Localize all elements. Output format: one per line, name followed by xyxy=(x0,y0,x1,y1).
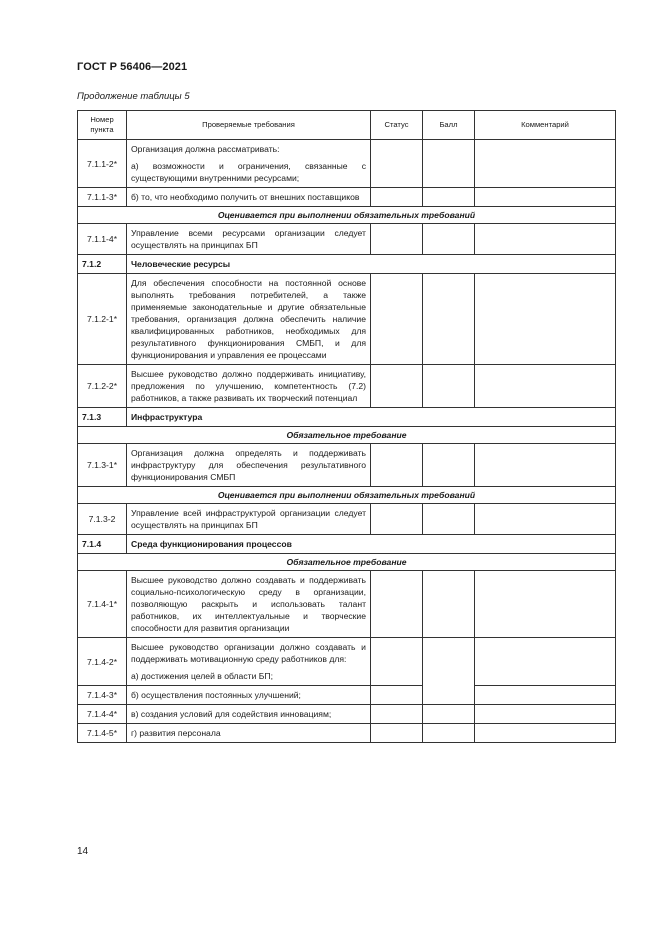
row-requirement: б) осуществления постоянных улучшений; xyxy=(127,686,371,705)
table-continuation-caption: Продолжение таблицы 5 xyxy=(77,91,190,102)
row-number: 7.1.1-4* xyxy=(78,224,127,255)
header-score: Балл xyxy=(423,111,475,140)
note-row xyxy=(78,427,616,444)
section-number: 7.1.2 xyxy=(78,255,127,274)
score-cell[interactable] xyxy=(423,571,475,638)
row-requirement: Высшее руководство должно поддерживать инициативу, предложения по улучшению, компетентность (7.2) работников, а также развивать их творческий потенциал xyxy=(127,365,371,408)
score-cell[interactable] xyxy=(423,444,475,487)
score-cell[interactable] xyxy=(423,504,475,535)
score-cell[interactable] xyxy=(423,365,475,408)
status-cell[interactable] xyxy=(371,686,423,705)
section-row xyxy=(78,255,616,274)
table-row xyxy=(78,274,616,365)
comment-cell[interactable] xyxy=(475,705,616,724)
row-requirement xyxy=(127,638,371,686)
status-cell[interactable] xyxy=(371,188,423,207)
score-cell[interactable] xyxy=(423,638,475,705)
note-row xyxy=(78,554,616,571)
note-text: Обязательное требование xyxy=(78,554,616,571)
note-text: Оценивается при выполнении обязательных требований xyxy=(78,487,616,504)
score-cell[interactable] xyxy=(423,705,475,724)
header-comment: Комментарий xyxy=(475,111,616,140)
row-requirement: Управление всей инфраструктурой организации следует осуществлять на принципах БП xyxy=(127,504,371,535)
comment-cell[interactable] xyxy=(475,365,616,408)
table-row xyxy=(78,686,616,705)
table-header-row xyxy=(78,111,616,140)
table-row xyxy=(78,638,616,686)
score-cell[interactable] xyxy=(423,188,475,207)
table-row xyxy=(78,705,616,724)
row-number: 7.1.3-1* xyxy=(78,444,127,487)
status-cell[interactable] xyxy=(371,504,423,535)
status-cell[interactable] xyxy=(371,224,423,255)
requirement-item: а) возможности и ограничения, связанные с существующими внутренними ресурсами; xyxy=(131,161,366,183)
row-requirement: в) создания условий для содействия инновациям; xyxy=(127,705,371,724)
score-cell[interactable] xyxy=(423,224,475,255)
table-row xyxy=(78,188,616,207)
comment-cell[interactable] xyxy=(475,274,616,365)
row-number: 7.1.2-2* xyxy=(78,365,127,408)
section-title: Инфраструктура xyxy=(127,408,616,427)
row-requirement: Управление всеми ресурсами организации следует осуществлять на принципах БП xyxy=(127,224,371,255)
comment-cell[interactable] xyxy=(475,224,616,255)
row-number: 7.1.2-1* xyxy=(78,274,127,365)
table-row xyxy=(78,224,616,255)
status-cell[interactable] xyxy=(371,705,423,724)
section-number: 7.1.4 xyxy=(78,535,127,554)
requirement-intro: Организация должна рассматривать: xyxy=(131,144,280,154)
section-title: Среда функционирования процессов xyxy=(127,535,616,554)
status-cell[interactable] xyxy=(371,274,423,365)
note-row xyxy=(78,207,616,224)
comment-cell[interactable] xyxy=(475,571,616,638)
table-row xyxy=(78,365,616,408)
table-row xyxy=(78,571,616,638)
row-number: 7.1.4-1* xyxy=(78,571,127,638)
row-number: 7.1.1-2* xyxy=(78,140,127,188)
requirements-table xyxy=(77,110,616,743)
row-requirement: г) развития персонала xyxy=(127,724,371,743)
comment-cell[interactable] xyxy=(475,504,616,535)
status-cell[interactable] xyxy=(371,571,423,638)
note-row xyxy=(78,487,616,504)
comment-cell[interactable] xyxy=(475,140,616,188)
section-row xyxy=(78,535,616,554)
status-cell[interactable] xyxy=(371,444,423,487)
note-text: Оценивается при выполнении обязательных требований xyxy=(78,207,616,224)
score-cell[interactable] xyxy=(423,274,475,365)
requirement-intro: Высшее руководство организации должно создавать и поддерживать мотивационную среду работников для: xyxy=(131,642,366,664)
comment-cell[interactable] xyxy=(475,686,616,705)
note-text: Обязательное требование xyxy=(78,427,616,444)
row-requirement: Организация должна определять и поддерживать инфраструктуру для обеспечения результативного функционирования СМБП xyxy=(127,444,371,487)
status-cell[interactable] xyxy=(371,638,423,686)
row-requirement xyxy=(127,140,371,188)
header-requirement: Проверяемые требования xyxy=(127,111,371,140)
section-number: 7.1.3 xyxy=(78,408,127,427)
requirement-item: а) достижения целей в области БП; xyxy=(131,671,273,681)
header-status: Статус xyxy=(371,111,423,140)
row-requirement: Высшее руководство должно создавать и поддерживать социально-психологическую среду в организации, позволяющую раскрыть и использовать талант работников, их интеллектуальные и творческие способности для развития организации xyxy=(127,571,371,638)
comment-cell[interactable] xyxy=(475,188,616,207)
section-title: Человеческие ресурсы xyxy=(127,255,616,274)
score-cell[interactable] xyxy=(423,140,475,188)
section-row xyxy=(78,408,616,427)
comment-cell[interactable] xyxy=(475,724,616,743)
status-cell[interactable] xyxy=(371,365,423,408)
score-cell[interactable] xyxy=(423,724,475,743)
document-title: ГОСТ Р 56406—2021 xyxy=(77,61,188,73)
row-number: 7.1.4-2* xyxy=(78,638,127,686)
comment-cell[interactable] xyxy=(475,444,616,487)
row-number: 7.1.4-3* xyxy=(78,686,127,705)
table-row xyxy=(78,444,616,487)
page-number: 14 xyxy=(77,846,89,857)
row-requirement: Для обеспечения способности на постоянной основе выполнять требования потребителей, а также применяемые законодательные и другие обязательные требования, организация должна обеспечить наличие квалифицированных работников, необходимых для результативного функционирования СМБП, и для функционирования и управления ее процессами xyxy=(127,274,371,365)
status-cell[interactable] xyxy=(371,724,423,743)
row-number: 7.1.4-5* xyxy=(78,724,127,743)
status-cell[interactable] xyxy=(371,140,423,188)
row-requirement: б) то, что необходимо получить от внешних поставщиков xyxy=(127,188,371,207)
comment-cell[interactable] xyxy=(475,638,616,686)
row-number: 7.1.4-4* xyxy=(78,705,127,724)
table-row xyxy=(78,140,616,188)
table-row xyxy=(78,504,616,535)
header-number: Номер пункта xyxy=(78,111,127,140)
row-number: 7.1.3-2 xyxy=(78,504,127,535)
table-row xyxy=(78,724,616,743)
row-number: 7.1.1-3* xyxy=(78,188,127,207)
